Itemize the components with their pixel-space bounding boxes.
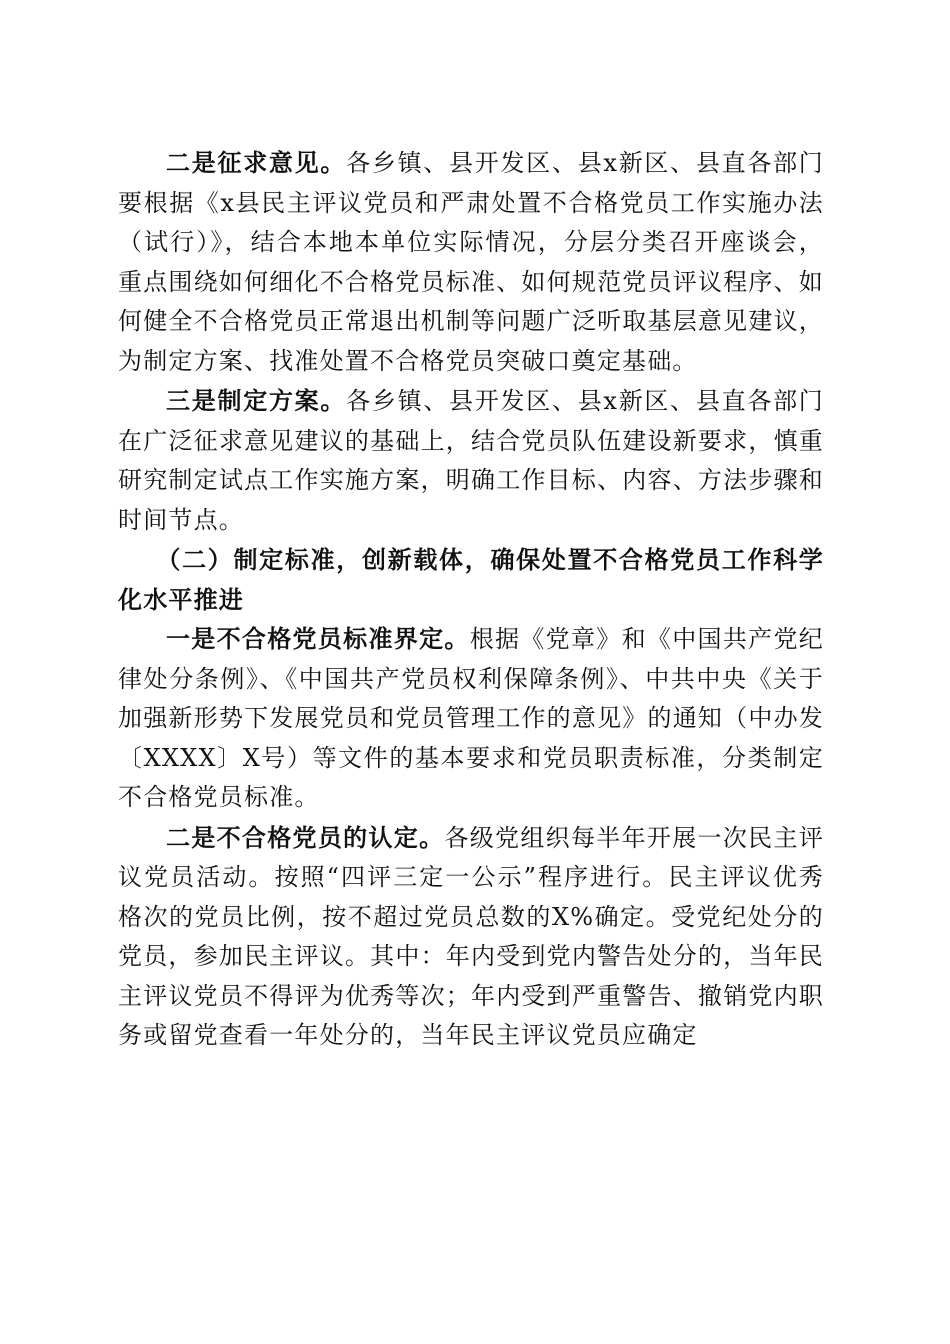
paragraph-standard-definition <box>118 619 824 818</box>
paragraph-solicit-opinions <box>118 143 824 381</box>
paragraph-lead: 二是不合格党员的认定。 <box>166 822 445 852</box>
paragraph-lead: 二是征求意见。 <box>166 148 347 177</box>
paragraph-identification <box>118 818 824 1056</box>
paragraph-make-plan <box>118 381 824 540</box>
paragraph-lead: 一是不合格党员标准界定。 <box>166 624 470 653</box>
section-heading: （二）制定标准，创新载体，确保处置不合格党员工作科学化水平推进 <box>118 545 824 614</box>
paragraph-text: 各乡镇、县开发区、县x新区、县直各部门在广泛征求意见建议的基础上，结合党员队伍建设新要求，慎重研究制定试点工作实施方案，明确工作目标、内容、方法步骤和时间节点。 <box>118 387 824 534</box>
paragraph-text: 各乡镇、县开发区、县x新区、县直各部门要根据《x县民主评议党员和严肃处置不合格党员工作实施办法（试行）》，结合本地本单位实际情况，分层分类召开座谈会，重点围绕如何细化不合格党员标准、如何规范党员评议程序、如何健全不合格党员正常退出机制等问题广泛听取基层意见建议，为制定方案、找准处置不合格党员突破口奠定基础。 <box>118 149 824 375</box>
paragraph-lead: 三是制定方案。 <box>166 386 347 415</box>
paragraph-text: 各级党组织每半年开展一次民主评议党员活动。按照“四评三定一公示”程序进行。民主评议优秀格次的党员比例，按不超过党员总数的X%确定。受党纪处分的党员，参加民主评议。其中：年内受到党内警告处分的，当年民主评议党员不得评为优秀等次；年内受到严重警告、撤销党内职务或留党查看一年处分的，当年民主评议党员应确定 <box>118 823 825 1049</box>
paragraph-text: 根据《党章》和《中国共产党纪律处分条例》、《中国共产党员权利保障条例》、中共中央《关于加强新形势下发展党员和党员管理工作的意见》的通知（中办发〔XXXX〕X号）等文件的基本要求和党员职责标准，分类制定不合格党员标准。 <box>118 625 824 811</box>
document-body <box>118 143 824 1056</box>
